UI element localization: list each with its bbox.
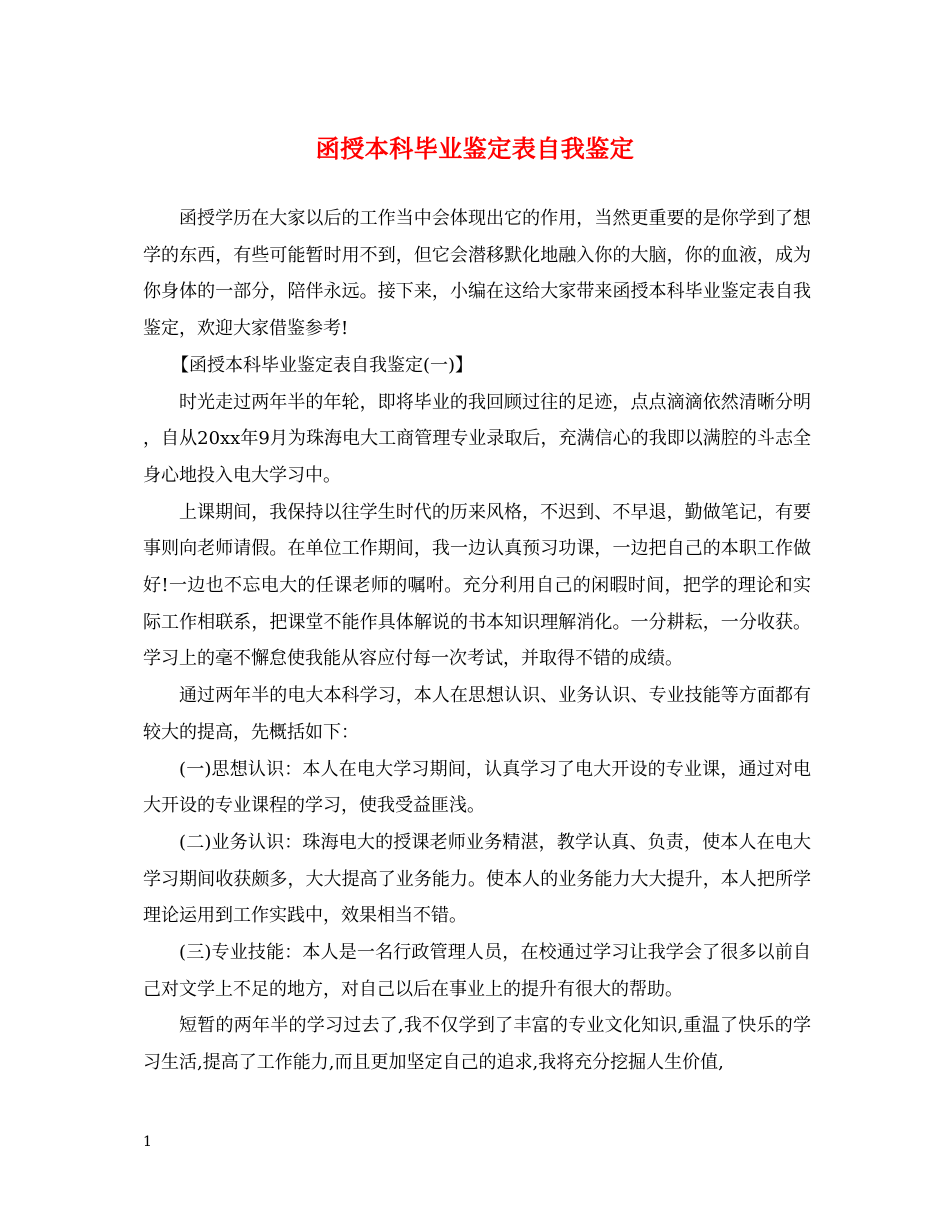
paragraph: (三)专业技能：本人是一名行政管理人员，在校通过学习让我学会了很多以前自己对文学上不足的地方，对自己以后在事业上的提升有很大的帮助。 bbox=[143, 942, 811, 1000]
paragraph: (二)业务认识：珠海电大的授课老师业务精湛，教学认真、负责，使本人在电大学习期间收获颇多，大大提高了业务能力。使本人的业务能力大大提升，本人把所学理论运用到工作实践中，效果相当不错。 bbox=[143, 831, 811, 927]
section-heading: 【函授本科毕业鉴定表自我鉴定(一)】 bbox=[171, 354, 474, 376]
paragraph: 上课期间，我保持以往学生时代的历来风格，不迟到、不早退，勤做笔记，有要事则向老师请假。在单位工作期间，我一边认真预习功课，一边把自己的本职工作做好!一边也不忘电大的任课老师的嘱咐。充分利用自己的闲暇时间，把学的理论和实际工作相联系，把课堂不能作具体解说的书本知识理解消化。一分耕耘，一分收获。学习上的毫不懈怠使我能从容应付每一次考试，并取得不错的成绩。 bbox=[143, 501, 811, 670]
paragraph: 时光走过两年半的年轮，即将毕业的我回顾过往的足迹，点点滴滴依然清晰分明 ，自从20xx年9月为珠海电大工商管理专业录取后，充满信心的我即以满腔的斗志全身心地投入电大学习中。 bbox=[143, 391, 811, 486]
document-title: 函授本科毕业鉴定表自我鉴定 bbox=[315, 134, 635, 163]
document-body bbox=[143, 201, 811, 1082]
page-number: 1 bbox=[143, 1134, 152, 1150]
paragraph-intro: 函授学历在大家以后的工作当中会体现出它的作用，当然更重要的是你学到了想学的东西，有些可能暂时用不到，但它会潜移默化地融入你的大脑，你的血液，成为你身体的一部分，陪伴永远。接下来，小编在这给大家带来函授本科毕业鉴定表自我鉴定，欢迎大家借鉴参考! bbox=[143, 208, 811, 340]
paragraph: 通过两年半的电大本科学习，本人在思想认识、业务认识、专业技能等方面都有较大的提高，先概括如下： bbox=[143, 685, 811, 743]
paragraph: 短暂的两年半的学习过去了,我不仅学到了丰富的专业文化知识,重温了快乐的学习生活,提高了工作能力,而且更加坚定自己的追求,我将充分挖掘人生价值, bbox=[143, 1015, 811, 1074]
paragraph: (一)思想认识：本人在电大学习期间，认真学习了电大开设的专业课，通过对电大开设的专业课程的学习，使我受益匪浅。 bbox=[143, 758, 811, 817]
